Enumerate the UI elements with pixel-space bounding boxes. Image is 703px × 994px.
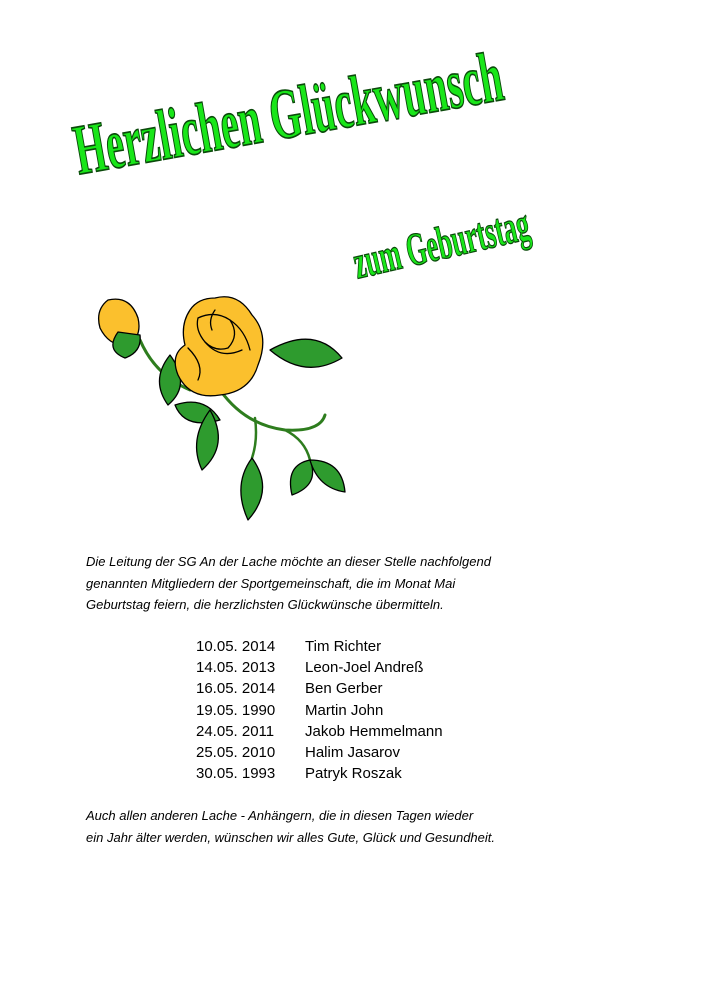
intro-line: Die Leitung der SG An der Lache möchte an dieser Stelle nachfolgend [86, 554, 491, 569]
intro-paragraph [86, 551, 646, 616]
birthday-row [196, 636, 443, 657]
greeting-subtitle: zum Geburtstag [348, 197, 535, 289]
member-name: Patryk Roszak [305, 765, 402, 783]
birthday-date: 30.05. 1993 [196, 765, 276, 783]
birthday-date: 10.05. 2014 [196, 638, 276, 655]
birthday-date: 14.05. 2013 [196, 659, 276, 677]
member-name: Ben Gerber [305, 680, 383, 698]
birthday-row [196, 657, 443, 678]
birthday-date: 24.05. 2011 [196, 722, 275, 740]
birthday-list [196, 636, 443, 784]
birthday-row [196, 721, 443, 742]
greeting-title: Herzlichen Glückwunsch [67, 37, 509, 191]
birthday-date: 16.05. 2014 [196, 680, 276, 698]
member-name: Leon-Joel Andreß [305, 659, 424, 677]
outro-line: ein Jahr älter werden, wünschen wir alles Gute, Glück und Gesundheit. [86, 829, 495, 845]
outro-paragraph [86, 805, 646, 848]
intro-line: genannten Mitgliedern der Sportgemeinschaft, die im Monat Mai [86, 575, 456, 591]
outro-line: Auch allen anderen Lache - Anhängern, die in diesen Tagen wieder [86, 808, 474, 823]
yellow-rose-illustration [80, 280, 360, 530]
member-name: Jakob Hemmelmann [305, 722, 443, 740]
birthday-row [196, 678, 443, 699]
member-name: Martin John [305, 701, 384, 719]
birthday-date: 19.05. 1990 [196, 701, 276, 719]
birthday-row [196, 700, 443, 721]
intro-line: Geburtstag feiern, die herzlichsten Glückwünsche übermitteln. [86, 597, 444, 612]
member-name: Halim Jasarov [305, 743, 401, 761]
birthday-row [196, 763, 443, 784]
birthday-date: 25.05. 2010 [196, 743, 276, 761]
birthday-row [196, 742, 443, 763]
member-name: Tim Richter [305, 638, 382, 655]
